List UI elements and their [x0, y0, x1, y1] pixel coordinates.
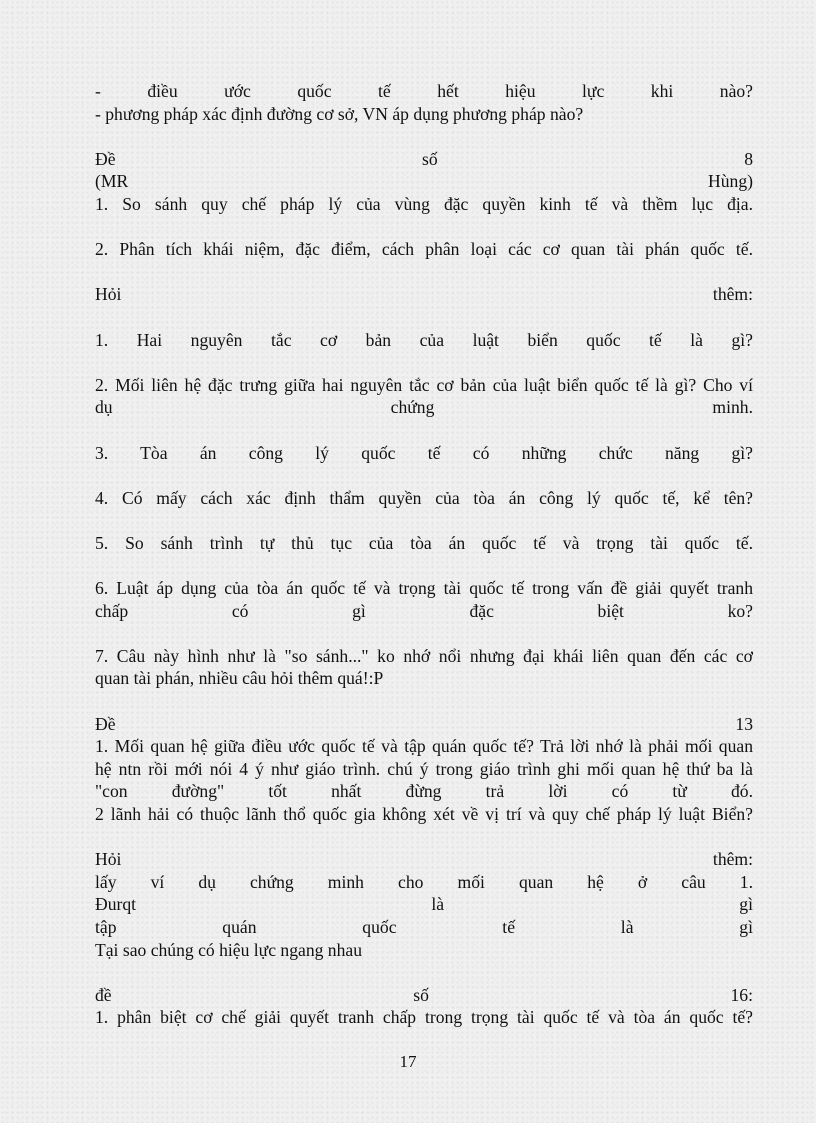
text-line: Đề số 8: [95, 148, 753, 169]
text-line: quan tài phán, nhiều câu hỏi thêm quá!:P: [95, 668, 384, 689]
blank-line: [95, 306, 753, 329]
blank-line: [95, 622, 753, 645]
text-line: 1. Mối quan hệ giữa điều ước quốc tế và tập quán quốc tế? Trả lời nhớ là phải mối quan: [95, 736, 753, 757]
text-line: 3. Tòa án công lý quốc tế có những chức năng gì?: [95, 442, 753, 463]
text-line: chấp có gì đặc biệt ko?: [95, 600, 753, 621]
text-line: Hỏi thêm:: [95, 284, 753, 305]
blank-line: [95, 464, 753, 487]
text-line: 2 lãnh hải có thuộc lãnh thổ quốc gia không xét về vị trí và quy chế pháp lý luật Biển?: [95, 804, 753, 824]
blank-line: [95, 216, 753, 239]
text-line: đề số 16:: [95, 984, 753, 1005]
text-line: - phương pháp xác định đường cơ sở, VN áp dụng phương pháp nào?: [95, 103, 584, 124]
blank-line: [95, 554, 753, 577]
blank-line: [95, 690, 753, 713]
text-line: Đề 13: [95, 713, 753, 734]
text-line: (MR Hùng): [95, 171, 753, 192]
blank-line: [95, 125, 753, 148]
text-line: 1. Hai nguyên tắc cơ bản của luật biển quốc tế là gì?: [95, 329, 753, 350]
document-body: [95, 80, 753, 1029]
text-line: dụ chứng minh.: [95, 397, 753, 418]
page-number: 17: [399, 1052, 417, 1071]
text-line: Hỏi thêm:: [95, 849, 753, 870]
blank-line: [95, 419, 753, 442]
blank-line: [95, 961, 753, 984]
text-line: 7. Câu này hình như là "so sánh..." ko nhớ nổi nhưng đại khái liên quan đến các cơ: [95, 645, 753, 666]
text-line: - điều ước quốc tế hết hiệu lực khi nào?: [95, 81, 753, 101]
text-line: Đurqt là gì: [95, 894, 753, 915]
text-line: 4. Có mấy cách xác định thẩm quyền của tòa án công lý quốc tế, kể tên?: [95, 487, 753, 508]
blank-line: [95, 509, 753, 532]
blank-line: [95, 351, 753, 374]
text-line: lấy ví dụ chứng minh cho mối quan hệ ở câu 1.: [95, 871, 753, 892]
text-line: 5. So sánh trình tự thủ tục của tòa án quốc tế và trọng tài quốc tế.: [95, 532, 753, 553]
text-line: 2. Mối liên hệ đặc trưng giữa hai nguyên tắc cơ bản của luật biển quốc tế là gì? Cho ví: [95, 374, 753, 395]
text-line: 1. phân biệt cơ chế giải quyết tranh chấp trong trọng tài quốc tế và tòa án quốc tế?: [95, 1007, 753, 1028]
text-line: 6. Luật áp dụng của tòa án quốc tế và trọng tài quốc tế trong vấn đề giải quyết tranh: [95, 578, 753, 599]
text-line: 1. So sánh quy chế pháp lý của vùng đặc quyền kinh tế và thềm lục địa.: [95, 193, 753, 214]
text-line: "con đường" tốt nhất đừng trả lời có từ đó.: [95, 781, 753, 802]
text-line: tập quán quốc tế là gì: [95, 916, 753, 937]
text-line: Tại sao chúng có hiệu lực ngang nhau: [95, 939, 363, 960]
text-line: hệ ntn rồi mới nói 4 ý như giáo trình. chú ý trong giáo trình ghi mối quan hệ thứ ba là: [95, 758, 753, 779]
text-line: 2. Phân tích khái niệm, đặc điểm, cách phân loại các cơ quan tài phán quốc tế.: [95, 239, 753, 260]
blank-line: [95, 261, 753, 284]
blank-line: [95, 826, 753, 849]
